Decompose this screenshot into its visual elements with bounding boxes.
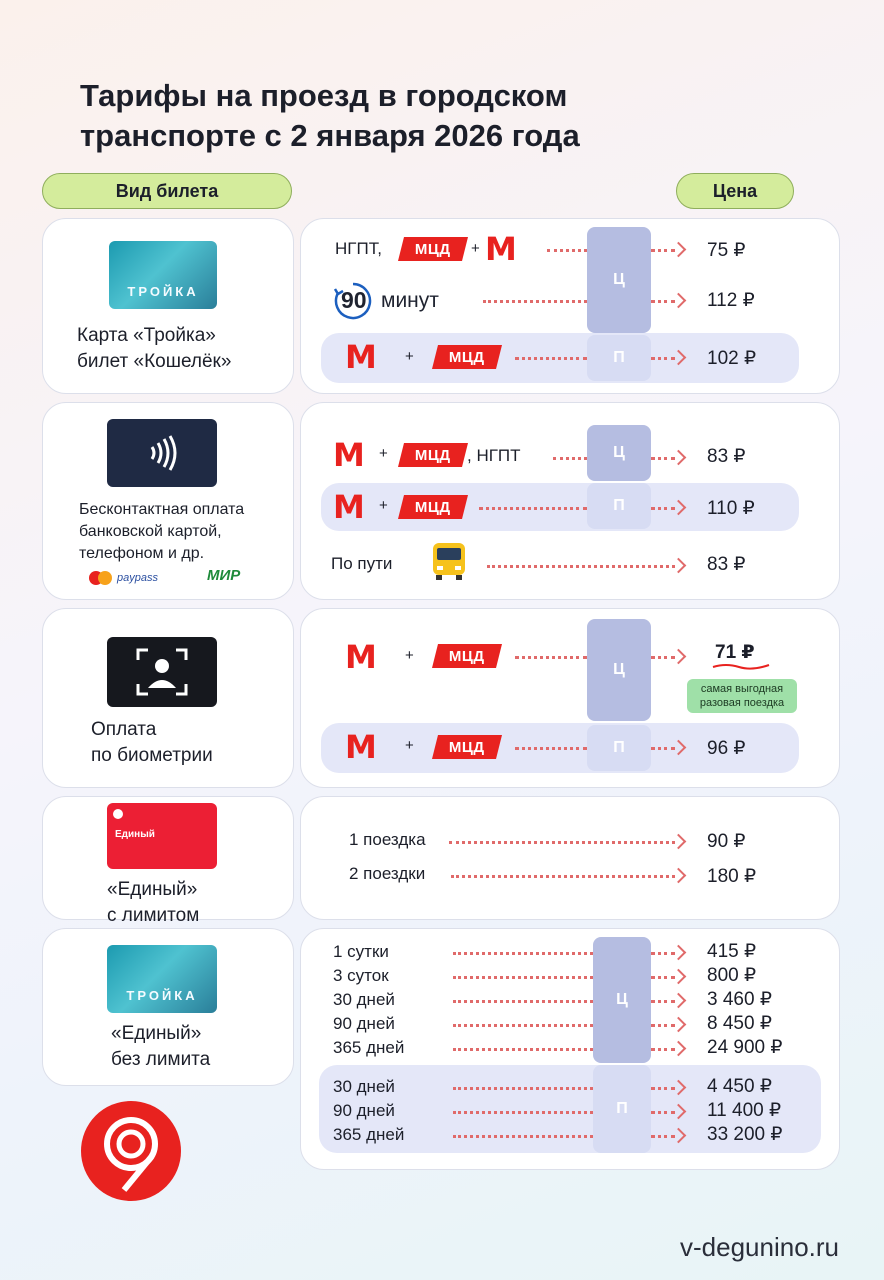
price-value: 33 200 ₽ — [707, 1124, 783, 1145]
mcd-badge: МЦД — [398, 495, 468, 519]
mcd-badge: МЦД — [398, 443, 468, 467]
central-column: Ц — [587, 227, 651, 333]
plus-sign: + — [379, 497, 388, 514]
period-label: 365 дней — [333, 1038, 405, 1057]
underline-scribble-icon — [711, 661, 771, 671]
edinyi-unlimited-label-card — [42, 928, 294, 1086]
dotted-line — [515, 656, 587, 659]
metro-icon: М — [333, 488, 365, 526]
troika-card-image: ТРОЙКА — [107, 945, 217, 1013]
arrow-icon — [671, 868, 687, 884]
edinyi-unlimited-prices-card — [300, 928, 840, 1170]
dotted-line — [453, 1048, 593, 1051]
plus-sign: + — [405, 348, 414, 365]
arrow-icon — [671, 450, 687, 466]
metro-icon: М — [485, 230, 517, 268]
price-value: 96 ₽ — [707, 738, 746, 759]
peripheral-column: П — [593, 1065, 651, 1153]
price-value: 110 ₽ — [707, 498, 755, 519]
edinyi-unlimited-label: «Единый» без лимита — [111, 1023, 211, 1070]
arrow-icon — [671, 558, 687, 574]
troika-label-card — [42, 218, 294, 394]
arrow-icon — [671, 242, 687, 258]
ninety-number: 90 — [341, 287, 367, 313]
face-id-card-image — [107, 637, 217, 707]
price-value: 90 ₽ — [707, 831, 746, 852]
mir-logo: МИР — [207, 567, 241, 584]
price-value: 83 ₽ — [707, 446, 746, 467]
central-column: Ц — [593, 937, 651, 1063]
dotted-line — [479, 507, 587, 510]
period-label: 90 дней — [333, 1014, 395, 1033]
edinyi-limit-prices-card — [300, 796, 840, 920]
mcd-badge: МЦД — [398, 237, 468, 261]
price-value: 8 450 ₽ — [707, 1013, 772, 1034]
ticket-type-header: Вид билета — [42, 173, 292, 209]
price-value: 83 ₽ — [707, 554, 746, 575]
mcd-badge: МЦД — [432, 735, 502, 759]
period-label: 1 сутки — [333, 942, 389, 961]
central-column: Ц — [587, 619, 651, 721]
price-value: 415 ₽ — [707, 941, 757, 962]
metro-icon: М — [345, 638, 377, 676]
biometry-label: Оплата по биометрии — [91, 719, 213, 766]
dotted-line — [453, 1111, 593, 1114]
arrow-icon — [671, 649, 687, 665]
dotted-line — [453, 976, 593, 979]
dotted-line — [487, 565, 675, 568]
website-label[interactable]: v-degunino.ru — [680, 1232, 839, 1262]
plus-sign: + — [405, 647, 414, 664]
ngpt-label: НГПТ, — [335, 239, 382, 258]
dotted-line — [453, 952, 593, 955]
dotted-line — [547, 249, 587, 252]
moscow-transport-logo-icon — [80, 1100, 182, 1202]
plus-sign: + — [405, 737, 414, 754]
dotted-line — [453, 1087, 593, 1090]
metro-icon: М — [333, 436, 365, 474]
arrow-icon — [671, 1017, 687, 1033]
contactless-prices-card — [300, 402, 840, 600]
face-id-icon — [132, 642, 192, 702]
arrow-icon — [671, 945, 687, 961]
arrow-icon — [671, 969, 687, 985]
dotted-line — [483, 300, 587, 303]
contactless-label: Бесконтактная оплата банковской картой, телефоном и др. — [79, 501, 245, 562]
period-label: 30 дней — [333, 990, 395, 1009]
dotted-line — [449, 841, 675, 844]
trip-label: 1 поездка — [349, 830, 426, 849]
arrow-icon — [671, 834, 687, 850]
troika-card-image: ТРОЙКА — [109, 241, 217, 309]
price-value: 24 900 ₽ — [707, 1037, 783, 1058]
edinyi-limit-label: «Единый» с лимитом — [107, 879, 200, 926]
period-label: 30 дней — [333, 1077, 395, 1096]
contactless-label-card — [42, 402, 294, 600]
price-value: 4 450 ₽ — [707, 1076, 772, 1097]
plus-sign: + — [471, 240, 480, 257]
dotted-line — [553, 457, 587, 460]
arrow-icon — [671, 293, 687, 309]
metro-icon: М — [345, 338, 377, 376]
bank-card-image — [107, 419, 217, 487]
price-value: 102 ₽ — [707, 348, 757, 369]
contactless-icon — [142, 433, 182, 473]
period-label: 3 суток — [333, 966, 389, 985]
price-value: 112 ₽ — [707, 290, 755, 311]
trip-label: 2 поездки — [349, 864, 426, 883]
arrow-icon — [671, 993, 687, 1009]
troika-label: Карта «Тройка» билет «Кошелёк» — [77, 325, 232, 372]
dotted-line — [453, 1000, 593, 1003]
peripheral-column: П — [587, 725, 651, 771]
dotted-line — [451, 875, 675, 878]
on-the-way-label: По пути — [331, 554, 393, 573]
dotted-line — [453, 1135, 593, 1138]
troika-prices-card — [300, 218, 840, 394]
metro-icon: М — [345, 728, 377, 766]
ngpt-label: , НГПТ — [467, 446, 521, 465]
biometry-prices-card — [300, 608, 840, 788]
period-label: 90 дней — [333, 1101, 395, 1120]
price-value: 800 ₽ — [707, 965, 757, 986]
period-label: 365 дней — [333, 1125, 405, 1144]
page-title: Тарифы на проезд в городском транспорте с 2 января 2026 года — [80, 78, 580, 153]
arrow-icon — [671, 1041, 687, 1057]
price-value: 180 ₽ — [707, 866, 757, 887]
mastercard-yellow-circle-icon — [98, 571, 112, 585]
peripheral-column: П — [587, 335, 651, 381]
edinyi-card-image: Единый — [107, 803, 217, 869]
best-deal-tag: самая выгодная разовая поездка — [687, 679, 797, 713]
dotted-line — [515, 357, 587, 360]
best-price-value: 71 ₽ — [715, 642, 755, 663]
dotted-line — [453, 1024, 593, 1027]
edinyi-limit-label-card — [42, 796, 294, 926]
price-value: 11 400 ₽ — [707, 1100, 782, 1121]
mastercard-paypass-logo: paypass — [89, 571, 158, 585]
mcd-badge: МЦД — [432, 644, 502, 668]
logo-dot-icon — [113, 809, 123, 819]
central-column: Ц — [587, 425, 651, 481]
plus-sign: + — [379, 445, 388, 462]
biometry-label-card — [42, 608, 294, 788]
bus-icon — [427, 539, 471, 583]
dotted-line — [515, 747, 587, 750]
minutes-label: минут — [381, 289, 439, 312]
peripheral-column: П — [587, 483, 651, 529]
price-value: 75 ₽ — [707, 240, 746, 261]
mcd-badge: МЦД — [432, 345, 502, 369]
price-header: Цена — [676, 173, 794, 209]
price-value: 3 460 ₽ — [707, 989, 772, 1010]
